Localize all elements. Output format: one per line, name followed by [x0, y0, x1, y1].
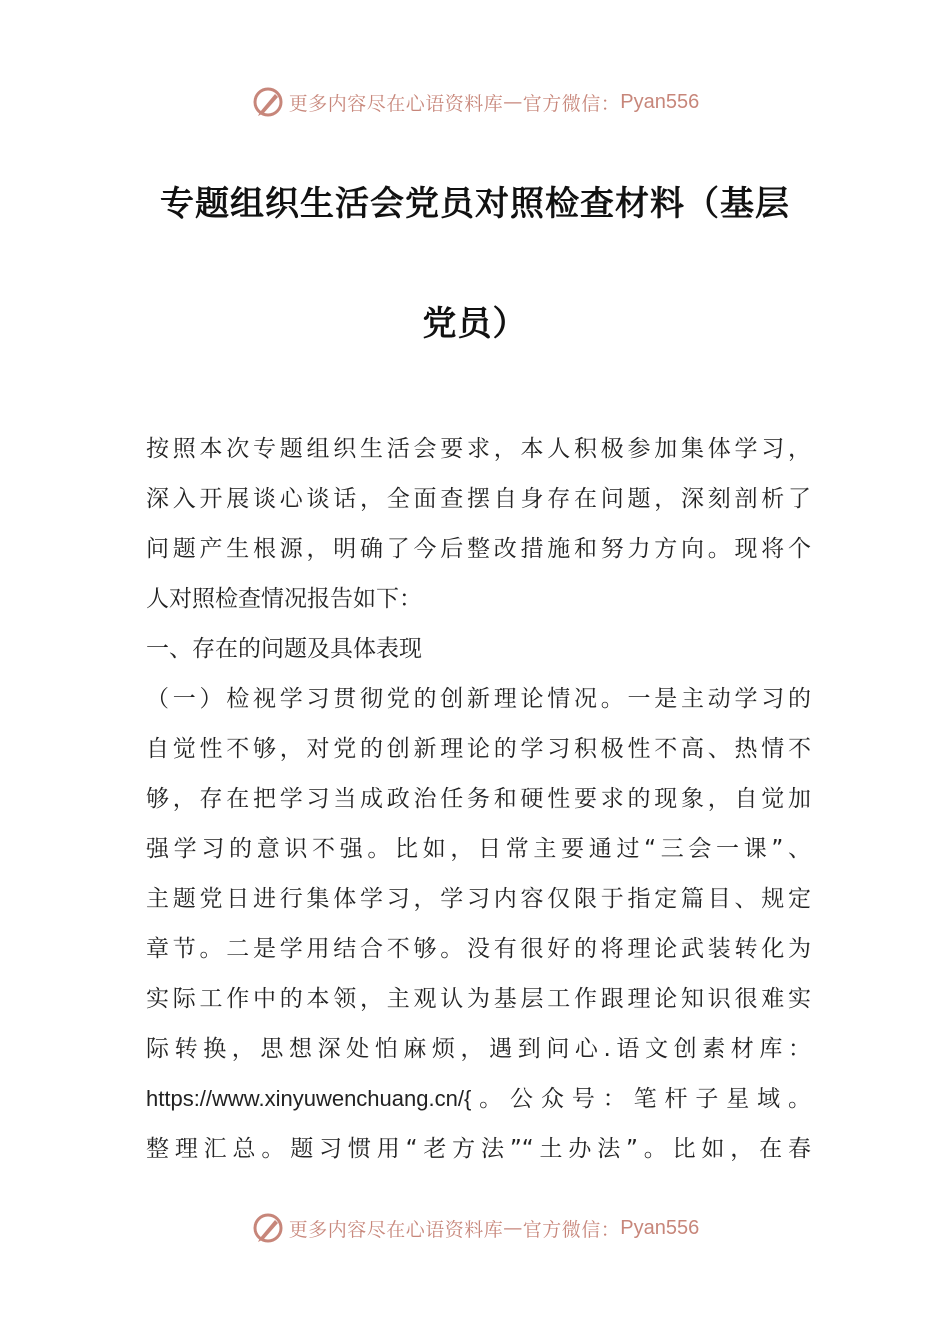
pen-logo-icon	[251, 1211, 285, 1245]
document-title-line-2: 党员）	[422, 304, 528, 344]
source-url-link[interactable]: https://www.xinyuwenchuang.cn/{	[146, 1086, 472, 1111]
header-banner	[0, 82, 950, 122]
banner-site-text: 更多内容尽在心语资料库	[288, 1218, 504, 1241]
banner-wechat-label: 官方微信：	[522, 1218, 621, 1241]
body-line: 强学习的意识不强。比如，日常主要通过“三会一课”、	[146, 836, 811, 862]
document-body	[146, 424, 811, 1174]
url-line-suffix: 。公众号：笔杆子星域。	[471, 1086, 811, 1112]
body-line: 够，存在把学习当成政治任务和硬性要求的现象，自觉加	[146, 786, 811, 812]
body-line: （一）检视学习贯彻党的创新理论情况。一是主动学习的	[146, 686, 811, 712]
footer-banner	[0, 1208, 950, 1248]
document-title-line-1: 专题组织生活会党员对照检查材料（基层	[160, 184, 790, 224]
banner-separator: —	[503, 1217, 523, 1239]
banner-site-text: 更多内容尽在心语资料库	[288, 92, 504, 115]
body-line: 人对照检查情况报告如下：	[146, 586, 422, 612]
body-line: 主题党日进行集体学习，学习内容仅限于指定篇目、规定	[146, 886, 811, 912]
section-heading: 一、存在的问题及具体表现	[146, 636, 422, 662]
body-line: 实际工作中的本领，主观认为基层工作跟理论知识很难实	[146, 986, 811, 1012]
body-line: 际转换，思想深处怕麻烦，遇到问心.语文创素材库：	[146, 1036, 811, 1062]
body-line: 问题产生根源，明确了今后整改措施和努力方向。现将个	[146, 536, 811, 562]
banner-wechat-label: 官方微信：	[522, 92, 621, 115]
body-line: 章节。二是学用结合不够。没有很好的将理论武装转化为	[146, 936, 811, 962]
banner-separator: —	[503, 91, 523, 113]
body-line-url	[146, 1074, 811, 1124]
body-line: 深入开展谈心谈话，全面查摆自身存在问题，深刻剖析了	[146, 486, 811, 512]
banner-account: Pyan556	[620, 1216, 700, 1239]
banner-account: Pyan556	[620, 90, 700, 113]
pen-logo-icon	[251, 85, 285, 119]
body-line: 按照本次专题组织生活会要求，本人积极参加集体学习，	[146, 436, 811, 462]
body-line: 自觉性不够，对党的创新理论的学习积极性不高、热情不	[146, 736, 811, 762]
body-line: 整理汇总。题习惯用“老方法”“土办法”。比如，在春	[146, 1136, 811, 1162]
